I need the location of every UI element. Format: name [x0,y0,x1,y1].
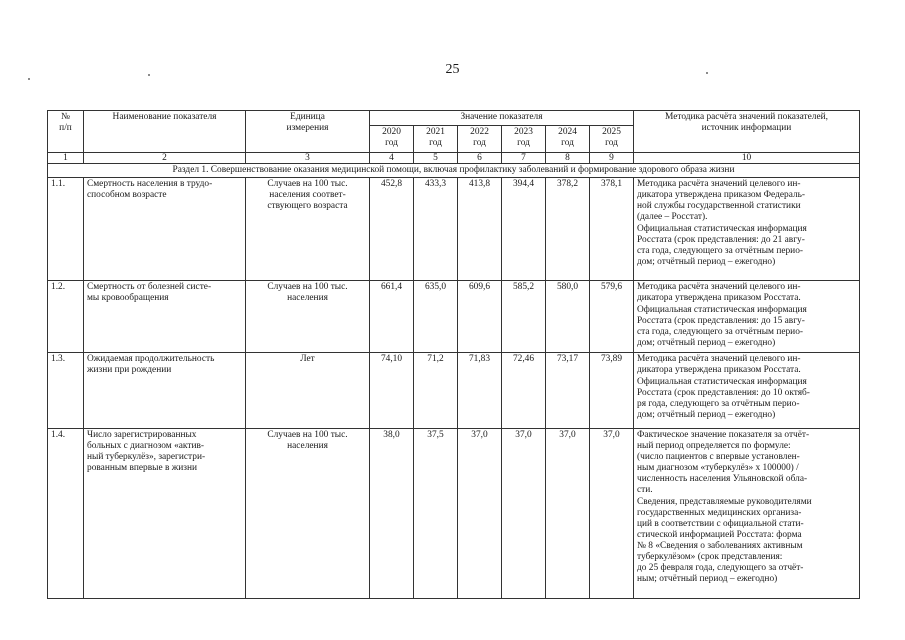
row-number: 1.4. [48,429,84,599]
value-cell: 635,0 [414,281,458,353]
value-cell: 394,4 [502,178,546,281]
value-cell: 580,0 [546,281,590,353]
unit-cell: Случаев на 100 тыс. населения [246,281,370,353]
section-row [48,164,860,178]
indicator-name: Смертность от болезней систе- мы кровообращения [84,281,246,353]
value-cell: 37,0 [590,429,634,599]
unit-cell: Лет [246,353,370,429]
method-paragraph: Сведения, представляемые руководителями государственных медицинских организа- ций в соответствии с официальной стати- стической информацией Росстата: форма № 8 «Сведения о заболеваниях активным туберкулёзом» (срок представления: до 25 февраля года, следующего за отчёт- ным; отчётный период – ежегодно) [637,497,812,584]
method-cell [634,178,860,281]
header-year: 2022 год [458,126,502,153]
column-number: 2 [84,153,246,164]
value-cell: 378,1 [590,178,634,281]
method-paragraph: Официальная статистическая информация Росстата (срок представления: до 21 авгу- ста года, следующего за отчётным перио- дом; отчётный период – ежегодно) [637,224,807,267]
table-row [48,353,860,429]
column-number: 7 [502,153,546,164]
header-year: 2023 год [502,126,546,153]
row-number: 1.3. [48,353,84,429]
column-number: 6 [458,153,502,164]
header-year: 2024 год [546,126,590,153]
column-number: 9 [590,153,634,164]
scan-speck [706,72,708,74]
value-cell: 433,3 [414,178,458,281]
method-cell [634,281,860,353]
table-row [48,281,860,353]
value-cell: 378,2 [546,178,590,281]
method-cell [634,353,860,429]
value-cell: 73,89 [590,353,634,429]
page-number: 25 [445,62,460,77]
indicators-table [47,110,860,599]
header-value-group: Значение показателя [370,111,634,126]
value-cell: 661,4 [370,281,414,353]
method-paragraph: Методика расчёта значений целевого ин- дикатора утверждена приказом Росстата. [637,354,801,375]
row-number: 1.2. [48,281,84,353]
column-number: 4 [370,153,414,164]
value-cell: 71,83 [458,353,502,429]
row-number: 1.1. [48,178,84,281]
value-cell: 585,2 [502,281,546,353]
column-number: 3 [246,153,370,164]
section-title: Раздел 1. Совершенствование оказания медицинской помощи, включая профилактику заболеваний и формирование здорового образа жизни [48,164,860,178]
indicator-name: Смертность населения в трудо- способном возрасте [84,178,246,281]
value-cell: 37,0 [546,429,590,599]
unit-cell: Случаев на 100 тыс. населения соответ- ствующего возраста [246,178,370,281]
value-cell: 38,0 [370,429,414,599]
column-numbers-row [48,153,860,164]
table-row [48,178,860,281]
value-cell: 37,5 [414,429,458,599]
header-year: 2020 год [370,126,414,153]
header-method: Методика расчёта значений показателей, источник информации [634,111,860,153]
method-cell [634,429,860,599]
method-paragraph: Фактическое значение показателя за отчёт- ный период определяется по формуле: (число пациентов с впервые установлен- ным диагнозом «туберкулёз» х 100000) / численность населения Ульяновской обла- сти. [637,430,810,495]
value-cell: 579,6 [590,281,634,353]
method-paragraph: Методика расчёта значений целевого ин- дикатора утверждена приказом Росстата. [637,282,801,303]
value-cell: 74,10 [370,353,414,429]
column-number: 8 [546,153,590,164]
value-cell: 72,46 [502,353,546,429]
indicator-name: Ожидаемая продолжительность жизни при рождении [84,353,246,429]
header-year: 2025 год [590,126,634,153]
value-cell: 413,8 [458,178,502,281]
scan-speck [148,74,150,76]
method-paragraph: Официальная статистическая информация Росстата (срок представления: до 15 авгу- ста года, следующего за отчётным перио- дом; отчётный период – ежегодно) [637,305,807,348]
header-unit: Единица измерения [246,111,370,153]
column-number: 1 [48,153,84,164]
unit-cell: Случаев на 100 тыс. населения [246,429,370,599]
method-paragraph: Методика расчёта значений целевого ин- дикатора утверждена приказом Федераль- ной службы государственной статистики (далее – Росстат). [637,179,806,222]
header-year: 2021 год [414,126,458,153]
value-cell: 71,2 [414,353,458,429]
value-cell: 452,8 [370,178,414,281]
header-name: Наименование показателя [84,111,246,153]
value-cell: 609,6 [458,281,502,353]
column-number: 10 [634,153,860,164]
header-row [48,111,860,126]
value-cell: 73,17 [546,353,590,429]
indicator-name: Число зарегистрированных больных с диагнозом «актив- ный туберкулёз», зарегистри- рованным впервые в жизни [84,429,246,599]
value-cell: 37,0 [458,429,502,599]
column-number: 5 [414,153,458,164]
method-paragraph: Официальная статистическая информация Росстата (срок представления: до 10 октяб- ря года, следующего за отчётным перио- дом; отчётный период – ежегодно) [637,377,810,420]
header-num: № п/п [48,111,84,153]
value-cell: 37,0 [502,429,546,599]
table-row [48,429,860,599]
scan-speck [28,78,30,80]
